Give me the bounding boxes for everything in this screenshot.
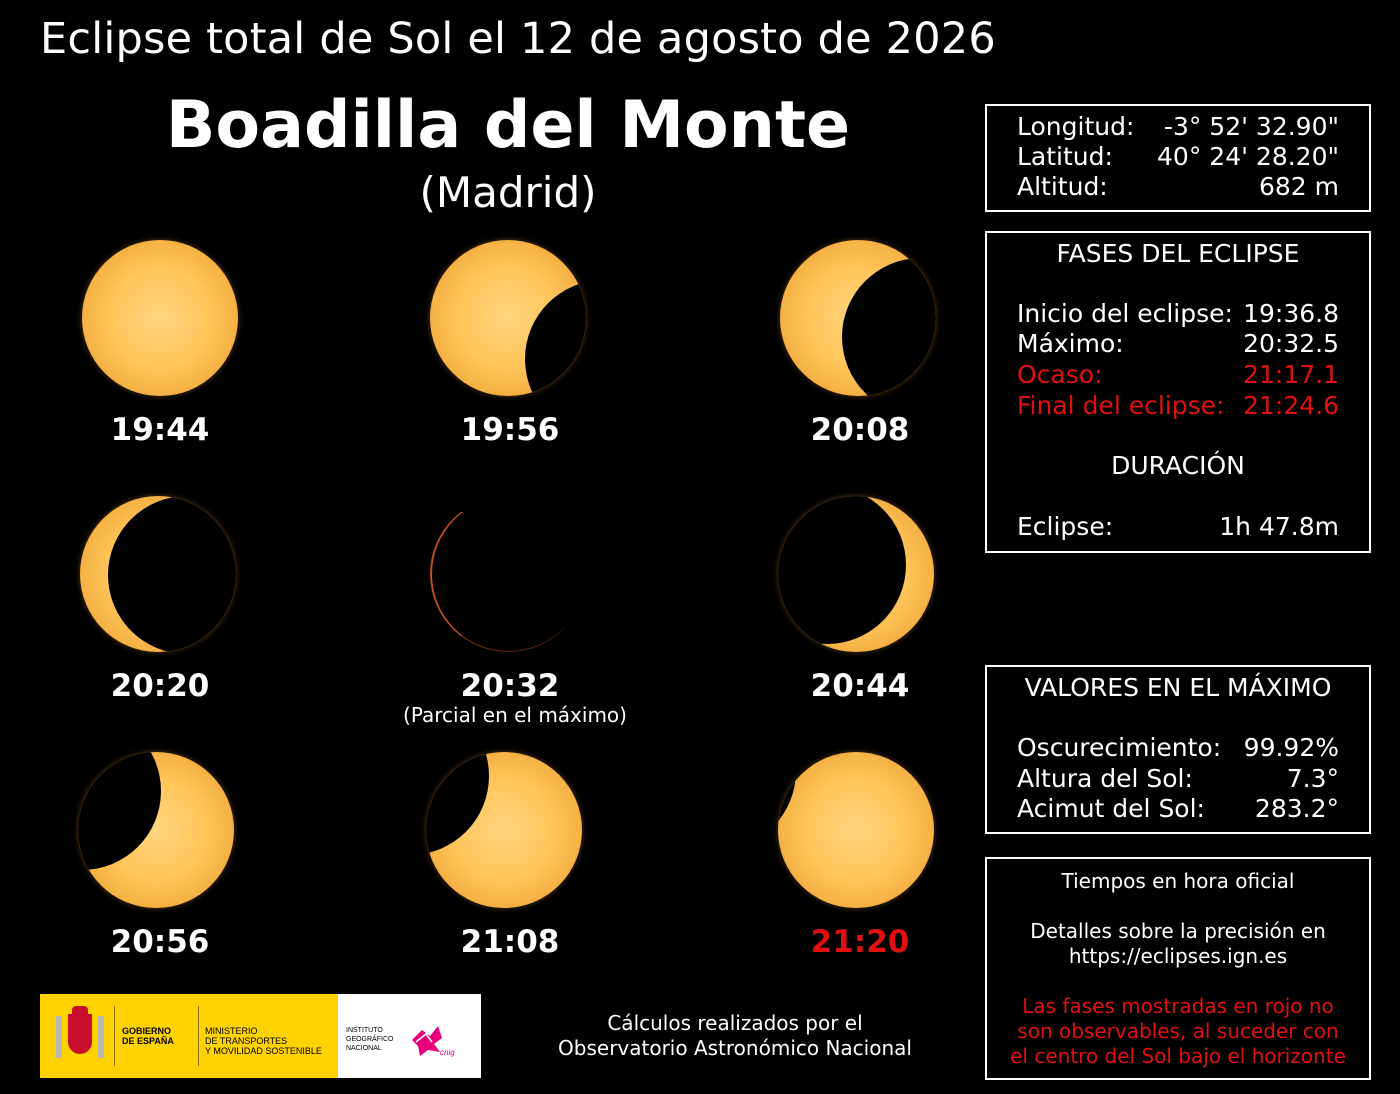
maximum-note: (Parcial en el máximo) xyxy=(403,703,627,727)
notes-box xyxy=(985,857,1371,1080)
eclipse-phase-image xyxy=(80,496,236,652)
official-time-note: Tiempos en hora oficial xyxy=(1061,869,1295,893)
phase-value: 19:36.8 xyxy=(1243,299,1339,328)
phase-time: 20:56 xyxy=(110,924,210,960)
max-value: 7.3° xyxy=(1286,764,1339,793)
eclipse-phase-image xyxy=(430,240,586,396)
max-value: 283.2° xyxy=(1254,794,1339,823)
max-label: Oscurecimiento: xyxy=(1017,733,1222,762)
region-name: (Madrid) xyxy=(419,168,597,217)
phase-time-unobservable: 21:20 xyxy=(810,924,910,960)
eclipse-phase-image xyxy=(780,240,936,396)
precision-note: Detalles sobre la precisión en xyxy=(1030,919,1326,943)
phase-time: 21:08 xyxy=(460,924,560,960)
latitude-value: 40° 24' 28.20" xyxy=(1157,142,1339,171)
eclipse-phase-image xyxy=(82,240,238,396)
ministry-line-2: DE TRANSPORTES xyxy=(205,1036,288,1046)
red-note: Las fases mostradas en rojo no xyxy=(1022,994,1334,1018)
institution-logos xyxy=(40,994,481,1078)
phase-value: 21:24.6 xyxy=(1243,391,1339,420)
phase-label: Final del eclipse: xyxy=(1017,391,1225,420)
eclipse-phase-image xyxy=(430,496,586,652)
altitude-value: 682 m xyxy=(1258,172,1339,201)
ministry-line-1: MINISTERIO xyxy=(205,1026,258,1036)
phase-time: 19:56 xyxy=(460,412,560,448)
eclipse-phase-image xyxy=(426,752,582,908)
phase-time: 20:20 xyxy=(110,668,210,704)
duration-heading: DURACIÓN xyxy=(1111,451,1245,480)
red-note: el centro del Sol bajo el horizonte xyxy=(1010,1044,1346,1068)
duration-label: Eclipse: xyxy=(1017,512,1114,541)
eclipse-phase-image xyxy=(78,752,234,908)
max-label: Acimut del Sol: xyxy=(1017,794,1205,823)
ministry-line-3: Y MOVILIDAD SOSTENIBLE xyxy=(205,1046,322,1056)
credits xyxy=(530,1011,940,1061)
government-logo xyxy=(40,994,338,1078)
duration-value: 1h 47.8m xyxy=(1219,512,1339,541)
longitude-label: Longitud: xyxy=(1017,112,1135,141)
location-box xyxy=(985,104,1371,212)
cnig-logo-icon xyxy=(408,1022,468,1062)
gov-line-2: DE ESPAÑA xyxy=(122,1036,174,1046)
ign-line-3: NACIONAL xyxy=(346,1045,382,1052)
phases-box xyxy=(985,231,1371,553)
place-name: Boadilla del Monte xyxy=(165,88,851,163)
latitude-label: Latitud: xyxy=(1017,142,1113,171)
phase-value: 21:17.1 xyxy=(1243,360,1339,389)
altitude-label: Altitud: xyxy=(1017,172,1108,201)
phases-heading: FASES DEL ECLIPSE xyxy=(1056,239,1300,268)
phase-time: 19:44 xyxy=(110,412,210,448)
phase-time: 20:08 xyxy=(810,412,910,448)
precision-url: https://eclipses.ign.es xyxy=(1068,944,1288,968)
maximum-heading: VALORES EN EL MÁXIMO xyxy=(1024,673,1332,702)
maximum-values-box xyxy=(985,665,1371,834)
phase-time: 20:44 xyxy=(810,668,910,704)
gov-line-1: GOBIERNO xyxy=(122,1026,172,1036)
max-value: 99.92% xyxy=(1243,733,1339,762)
page-title: Eclipse total de Sol el 12 de agosto de 2026 xyxy=(40,14,996,64)
phase-label: Máximo: xyxy=(1017,329,1124,358)
credits-line-2: Observatorio Astronómico Nacional xyxy=(558,1036,912,1060)
cnig-text: cnig xyxy=(440,1048,455,1057)
max-label: Altura del Sol: xyxy=(1017,764,1193,793)
phase-time: 20:32 xyxy=(460,668,560,704)
phase-label: Inicio del eclipse: xyxy=(1017,299,1233,328)
phase-value: 20:32.5 xyxy=(1243,329,1339,358)
ign-logo xyxy=(338,994,481,1078)
eclipse-phase-image xyxy=(778,752,934,908)
ign-line-2: GEOGRÁFICO xyxy=(346,1036,394,1043)
red-note: son observables, al suceder con xyxy=(1017,1019,1339,1043)
phase-label: Ocaso: xyxy=(1017,360,1103,389)
eclipse-phase-image xyxy=(778,496,934,652)
longitude-value: -3° 52' 32.90" xyxy=(1163,112,1339,141)
ign-line-1: INSTITUTO xyxy=(346,1027,383,1034)
credits-line-1: Cálculos realizados por el xyxy=(607,1011,863,1035)
coat-of-arms-icon xyxy=(54,1006,106,1066)
